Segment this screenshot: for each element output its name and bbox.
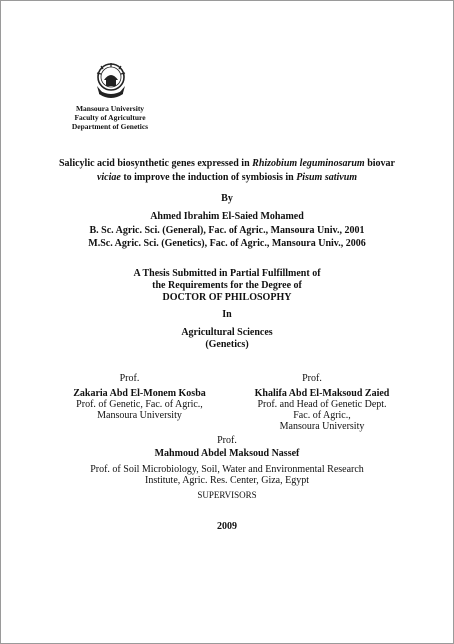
supervisor-2-line-1: Prof. and Head of Genetic Dept.: [257, 399, 387, 410]
by-label: By: [221, 193, 233, 204]
thesis-title: Salicylic acid biosynthetic genes expressed in Rhizobium leguminosarum biovar viciae to improve the induction of symbiosis in Pisum sativum: [59, 158, 395, 183]
supervisor-2-prefix: Prof.: [302, 373, 322, 384]
supervisor-1-line-2: Mansoura University: [97, 410, 182, 421]
supervisor-2-line-3: Mansoura University: [279, 421, 365, 432]
supervisor-1-name: Zakaria Abd El-Monem Kosba: [73, 388, 206, 399]
degree-bsc: B. Sc. Agric. Sci. (General), Fac. of Agric., Mansoura Univ., 2001: [89, 225, 365, 236]
department-name: Department of Genetics: [71, 122, 149, 131]
field-line-1: Agricultural Sciences: [181, 327, 273, 338]
degrees: [0, 224, 454, 250]
author-name: Ahmed Ibrahim El-Saied Mohamed: [150, 211, 304, 222]
field-line-2: (Genetics): [205, 339, 249, 350]
supervisor-3-prefix: Prof.: [217, 435, 237, 446]
supervisor-1-line-1: Prof. of Genetic, Fac. of Agric.,: [76, 399, 203, 410]
supervisor-2-line-2: Fac. of Agric.,: [293, 410, 351, 421]
university-seal-icon: [93, 62, 129, 102]
in-label: In: [222, 309, 232, 320]
supervisor-3-line-2: Institute, Agric. Res. Center, Giza, Egypt: [144, 475, 309, 486]
supervisor-2: [232, 373, 412, 432]
field-of-study: [0, 327, 454, 351]
supervisor-1: [52, 373, 227, 421]
university-name: Mansoura University: [75, 104, 145, 113]
supervisor-3-name: Mahmoud Abdel Maksoud Nassef: [154, 448, 300, 459]
thesis-line-1: A Thesis Submitted in Partial Fulfillment of: [133, 268, 321, 279]
degree-title: DOCTOR OF PHILOSOPHY: [162, 292, 292, 303]
supervisor-3-line-1: Prof. of Soil Microbiology, Soil, Water and Environmental Research: [90, 464, 364, 475]
year: 2009: [217, 521, 237, 532]
supervisor-1-prefix: Prof.: [119, 373, 140, 384]
supervisors-label: SUPERVISORS: [197, 490, 257, 500]
thesis-statement: [0, 268, 454, 304]
supervisor-2-name: Khalifa Abd El-Maksoud Zaied: [254, 388, 390, 399]
faculty-name: Faculty of Agriculture: [74, 113, 146, 122]
thesis-line-2: the Requirements for the Degree of: [152, 280, 302, 291]
degree-msc: M.Sc. Agric. Sci. (Genetics), Fac. of Agric., Mansoura Univ., 2006: [88, 238, 366, 249]
supervisor-3: [0, 435, 454, 486]
